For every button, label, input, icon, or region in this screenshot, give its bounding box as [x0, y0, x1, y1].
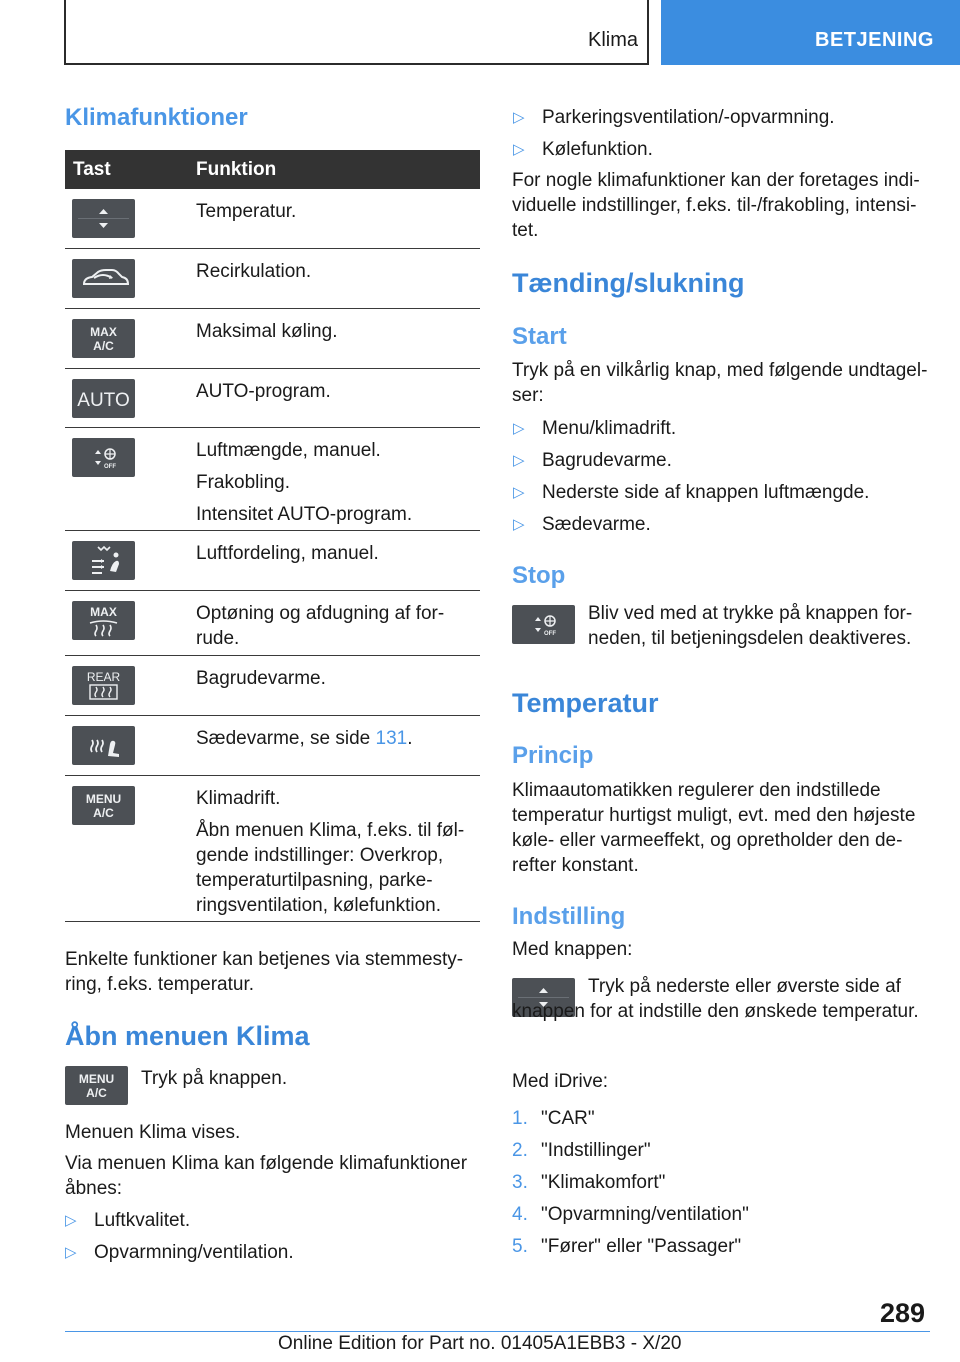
fan-off-icon	[72, 438, 135, 477]
auto-icon	[72, 379, 135, 418]
table-row	[65, 776, 480, 922]
press-button-text: Tryk på knappen.	[141, 1068, 288, 1089]
header-frame	[64, 0, 649, 65]
max-defrost-icon	[72, 601, 135, 640]
key-cell	[72, 666, 135, 710]
triangle-bullet-icon: ▷	[65, 1212, 77, 1229]
step-number: 3.	[512, 1172, 528, 1193]
key-cell	[72, 541, 135, 585]
function-text: Luftfordeling, manuel.	[196, 543, 379, 564]
svg-text:REAR: REAR	[86, 670, 121, 684]
page-link[interactable]: 131	[375, 728, 408, 749]
step-number: 5.	[512, 1236, 528, 1257]
recirculation-car-icon	[72, 259, 135, 298]
svg-text:A/C: A/C	[93, 339, 114, 353]
page-number: 289	[880, 1298, 926, 1328]
step-text: "Klimakomfort"	[541, 1172, 666, 1193]
table-row	[65, 716, 480, 776]
key-cell	[72, 199, 135, 243]
individual-settings-text: For nogle klimafunktioner kan der foretages indi-viduelle indstillinger, f.eks. til-/frakobling, intensi-tet.	[512, 170, 920, 241]
triangle-bullet-icon: ▷	[513, 516, 525, 533]
function-cell	[196, 249, 480, 294]
triangle-bullet-icon: ▷	[513, 484, 525, 501]
stop-text: Bliv ved med at trykke på knappen for-neden, til betjeningsdelen deaktiveres.	[588, 603, 913, 649]
function-text: Intensitet AUTO-program.	[196, 504, 413, 525]
function-cell	[196, 591, 480, 661]
menu-functions-intro: Via menuen Klima kan følgende klimafunktioner åbnes:	[65, 1153, 468, 1199]
function-cell	[196, 716, 480, 761]
function-text: Sædevarme, se side 131.	[196, 728, 413, 749]
menu-ac-button-icon	[65, 1066, 128, 1105]
function-cell	[196, 309, 480, 354]
svg-text:MENU: MENU	[78, 1072, 115, 1086]
with-button-text: Med knappen:	[512, 939, 633, 960]
temperature-updown-icon	[72, 199, 135, 238]
function-text: Frakobling.	[196, 472, 290, 493]
table-row	[65, 531, 480, 591]
table-row	[65, 369, 480, 428]
function-text: Åbn menuen Klima, f.eks. til føl-gende indstillinger: Overkrop, temperaturtilpasning, parke-ringsventilation, kølefunktion.	[196, 820, 465, 916]
start-text: Tryk på en vilkårlig knap, med følgende undtagel-ser:	[512, 360, 928, 406]
heading-start: Start	[512, 323, 567, 350]
footer-divider	[65, 1331, 930, 1332]
principle-text: Klimaautomatikken regulerer den indstillede temperatur hurtigst muligt, evt. med den højeste køle- eller varmeeffekt, og opretholder den de-refter konstant.	[512, 780, 916, 876]
seat-heating-icon	[72, 726, 135, 765]
function-cell	[196, 189, 480, 234]
function-text: Recirkulation.	[196, 261, 312, 282]
heading-principle: Princip	[512, 742, 594, 769]
max-ac-icon	[72, 319, 135, 358]
voice-control-text: Enkelte funktioner kan betjenes via stemmesty-ring, f.eks. temperatur.	[65, 949, 464, 995]
key-cell	[72, 786, 135, 830]
heading-open-climate-menu: Åbn menuen Klima	[65, 1021, 310, 1051]
rear-defrost-icon	[72, 666, 135, 705]
table-row	[65, 309, 480, 369]
svg-text:A/C: A/C	[93, 806, 114, 820]
step-number: 2.	[512, 1140, 528, 1161]
key-cell	[72, 259, 135, 303]
svg-text:MENU: MENU	[85, 792, 122, 806]
svg-text:OFF: OFF	[544, 631, 556, 637]
function-cell	[196, 531, 480, 576]
table-row	[65, 189, 480, 249]
function-cell	[196, 369, 480, 414]
table-row	[65, 428, 480, 531]
section-title: Klima	[587, 29, 638, 51]
heading-setting: Indstilling	[512, 903, 626, 930]
key-cell	[72, 601, 135, 645]
svg-text:A/C: A/C	[86, 1086, 107, 1100]
heading-temperature: Temperatur	[512, 688, 659, 718]
button-instruction-text: Tryk på nederste eller øverste side af knappen for at indstille den ønskede temperatur.	[512, 976, 919, 1022]
heading-stop: Stop	[512, 562, 566, 589]
function-cell	[196, 776, 480, 928]
function-text: Bagrudevarme.	[196, 668, 326, 689]
step-text: "Opvarmning/ventilation"	[541, 1204, 749, 1225]
function-cell	[196, 656, 480, 701]
menu-shown-text: Menuen Klima vises.	[65, 1122, 241, 1143]
table-header	[65, 150, 480, 189]
svg-text:AUTO: AUTO	[77, 390, 130, 411]
section-heading-climate-functions: Klimafunktioner	[65, 104, 248, 131]
triangle-bullet-icon: ▷	[513, 452, 525, 469]
step-text: "Fører" eller "Passager"	[541, 1236, 742, 1257]
key-cell	[72, 379, 135, 423]
svg-text:MAX: MAX	[90, 325, 117, 339]
fan-off-button-icon	[512, 605, 575, 644]
heading-on-off: Tænding/slukning	[512, 268, 745, 298]
svg-text:MAX: MAX	[90, 605, 117, 619]
climate-functions-table	[65, 150, 480, 922]
key-cell	[72, 438, 135, 482]
key-cell	[72, 319, 135, 363]
triangle-bullet-icon: ▷	[513, 109, 525, 126]
triangle-bullet-icon: ▷	[513, 420, 525, 437]
table-row	[65, 249, 480, 309]
step-number: 1.	[512, 1108, 528, 1129]
triangle-bullet-icon: ▷	[65, 1244, 77, 1261]
column-header-function: Funktion	[196, 159, 277, 180]
step-text: "CAR"	[541, 1108, 595, 1129]
column-header-key: Tast	[73, 159, 111, 180]
function-text: Maksimal køling.	[196, 321, 338, 342]
function-text: Optøning og afdugning af for-rude.	[196, 603, 445, 649]
chapter-tab[interactable]: BETJENING	[661, 0, 960, 65]
step-text: "Indstillinger"	[541, 1140, 651, 1161]
svg-text:OFF: OFF	[104, 464, 116, 470]
function-cell	[196, 428, 480, 537]
step-number: 4.	[512, 1204, 528, 1225]
idrive-text: Med iDrive:	[512, 1071, 609, 1092]
key-cell	[72, 726, 135, 770]
triangle-bullet-icon: ▷	[513, 141, 525, 158]
menu-ac-icon	[72, 786, 135, 825]
function-text: Temperatur.	[196, 201, 297, 222]
footer-edition: Online Edition for Part no. 01405A1EBB3 - X/20	[278, 1333, 682, 1354]
air-distribution-icon	[72, 541, 135, 580]
function-text: Luftmængde, manuel.	[196, 440, 381, 461]
function-text: Klimadrift.	[196, 788, 281, 809]
table-row	[65, 656, 480, 716]
table-row	[65, 591, 480, 656]
function-text: AUTO-program.	[196, 381, 331, 402]
